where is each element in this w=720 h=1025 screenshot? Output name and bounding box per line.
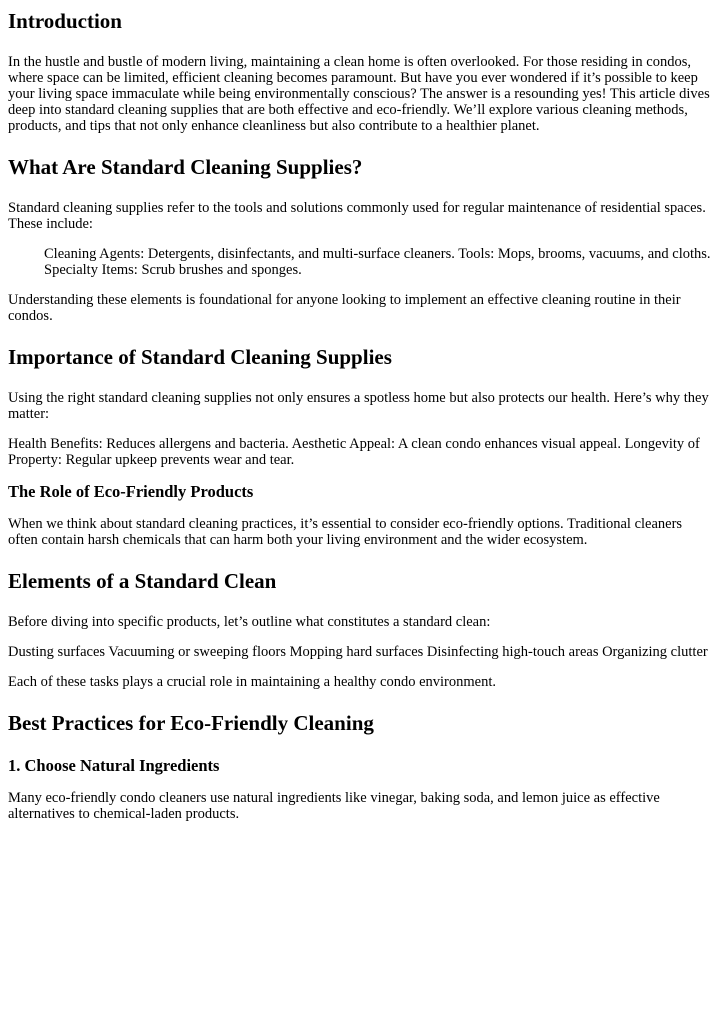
heading-best-practices: Best Practices for Eco-Friendly Cleaning — [8, 711, 374, 735]
elements-summary-paragraph: Each of these tasks plays a crucial role in maintaining a healthy condo environment. — [8, 674, 497, 690]
document-page — [0, 8, 720, 822]
intro-paragraph: In the hustle and bustle of modern living, maintaining a clean home is often overlooked. For those residing in condos, where space can be limited, efficient cleaning becomes paramount. But have you ever wondered if it’s possible to keep your living space immaculate while being environmentally conscious? The answer is a resounding yes! This article dives deep into standard cleaning supplies that are both effective and eco-friendly. We’ll explore various cleaning methods, products, and tips that not only enhance cleanliness but also contribute to a healthier planet. — [8, 54, 710, 134]
natural-ingredients-paragraph: Many eco-friendly condo cleaners use natural ingredients like vinegar, baking soda, and lemon juice as effective alternatives to chemical-laden products. — [8, 790, 660, 822]
supplies-list: Cleaning Agents: Detergents, disinfectants, and multi-surface cleaners. Tools: Mops, brooms, vacuums, and cloths. Specialty Items: Scrub brushes and sponges. — [44, 246, 711, 278]
heading-introduction: Introduction — [8, 9, 122, 33]
elements-intro-paragraph: Before diving into specific products, let’s outline what constitutes a standard clean: — [8, 614, 491, 630]
elements-list-paragraph: Dusting surfaces Vacuuming or sweeping floors Mopping hard surfaces Disinfecting high-touch areas Organizing clutter — [8, 644, 708, 660]
heading-what-are-supplies: What Are Standard Cleaning Supplies? — [8, 155, 363, 179]
what-are-paragraph: Standard cleaning supplies refer to the tools and solutions commonly used for regular maintenance of residential spaces. These include: — [8, 200, 706, 232]
heading-eco-role: The Role of Eco-Friendly Products — [8, 482, 254, 501]
understanding-paragraph: Understanding these elements is foundational for anyone looking to implement an effective cleaning routine in their condos. — [8, 292, 681, 324]
importance-paragraph: Using the right standard cleaning supplies not only ensures a spotless home but also protects our health. Here’s why they matter: — [8, 390, 709, 422]
eco-role-paragraph: When we think about standard cleaning practices, it’s essential to consider eco-friendly options. Traditional cleaners often contain harsh chemicals that can harm both your living environment and the wider ecosystem. — [8, 516, 683, 548]
benefits-paragraph: Health Benefits: Reduces allergens and bacteria. Aesthetic Appeal: A clean condo enhances visual appeal. Longevity of Property: Regular upkeep prevents wear and tear. — [8, 436, 700, 468]
heading-elements: Elements of a Standard Clean — [8, 569, 277, 593]
heading-importance: Importance of Standard Cleaning Supplies — [8, 345, 392, 369]
heading-natural-ingredients: 1. Choose Natural Ingredients — [8, 756, 220, 775]
